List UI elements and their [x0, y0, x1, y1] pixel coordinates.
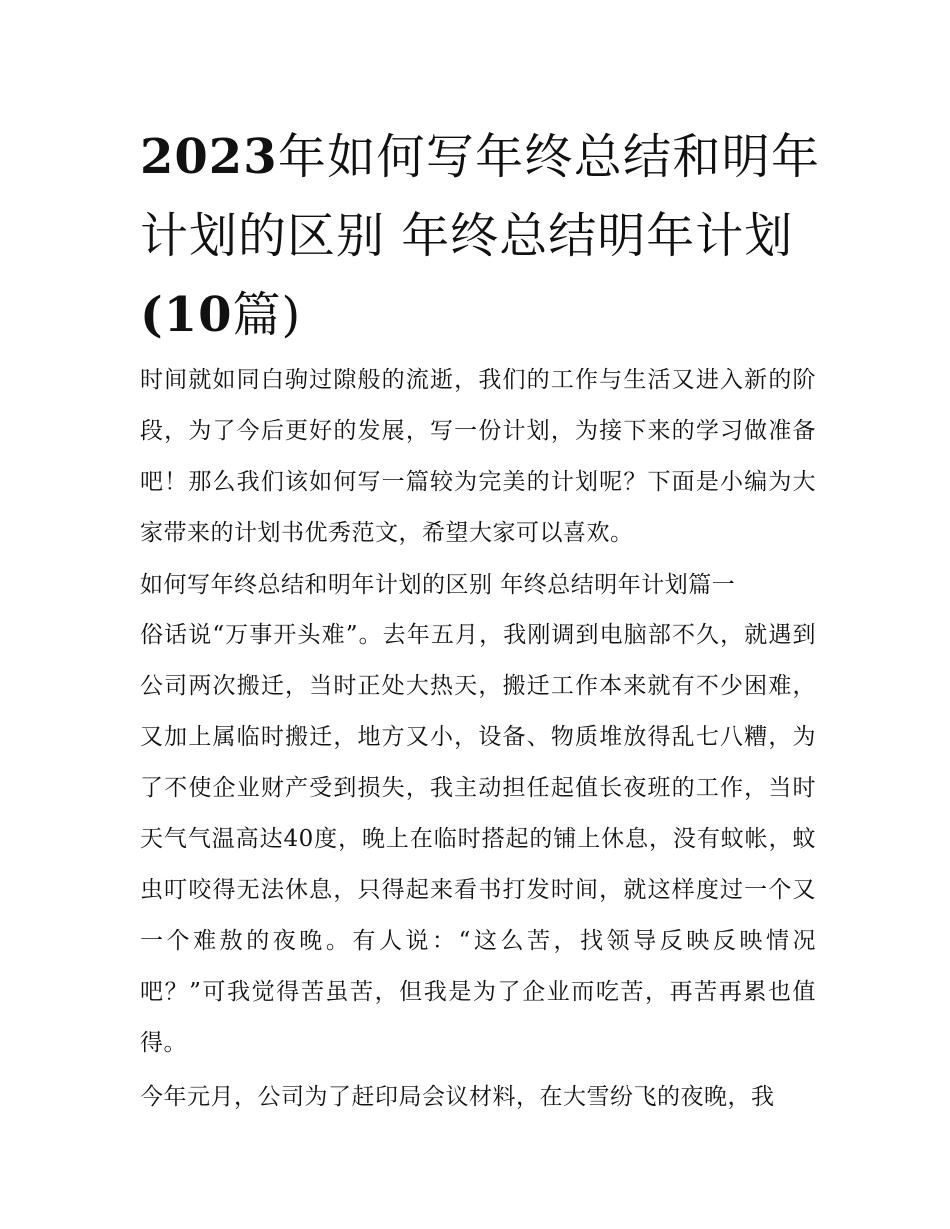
intro-paragraph: 时间就如同白驹过隙般的流逝，我们的工作与生活又进入新的阶段，为了今后更好的发展，写一份计划，为接下来的学习做准备吧！那么我们该如何写一篇较为完美的计划呢？下面是小编为大家带来的计划书优秀范文，希望大家可以喜欢。 — [140, 367, 816, 546]
title-main: 年如何写年终总结和明年计划的区别 年终总结明年计划 — [140, 129, 820, 264]
body-paragraph: 俗话说“万事开头难”。去年五月，我刚调到电脑部不久，就遇到公司两次搬迁，当时正处大热天，搬迁工作本来就有不少困难，又加上属临时搬迁，地方又小，设备、物质堆放得乱七八糟，为了不使企业财产受到损失，我主动担任起值长夜班的工作，当时天气气温高达40度，晚上在临时搭起的铺上休息，没有蚊帐，蚊虫叮咬得无法休息，只得起来看书打发时间，就这样度过一个又一个难敖的夜晚。有人说：“这么苦，找领导反映反映情况吧？”可我觉得苦虽苦，但我是为了企业而吃苦，再苦再累也值得。 — [140, 622, 816, 1056]
title-suffix: 篇) — [232, 287, 302, 343]
title-year: 2023 — [140, 129, 278, 185]
body-paragraph: 今年元月，公司为了赶印局会议材料，在大雪纷飞的夜晚，我 — [140, 1084, 775, 1110]
title-count: 10 — [163, 287, 233, 343]
document-title — [140, 118, 820, 355]
title-paren-open: ( — [140, 287, 164, 343]
section-heading: 如何写年终总结和明年计划的区别 年终总结明年计划篇一 — [140, 572, 736, 598]
